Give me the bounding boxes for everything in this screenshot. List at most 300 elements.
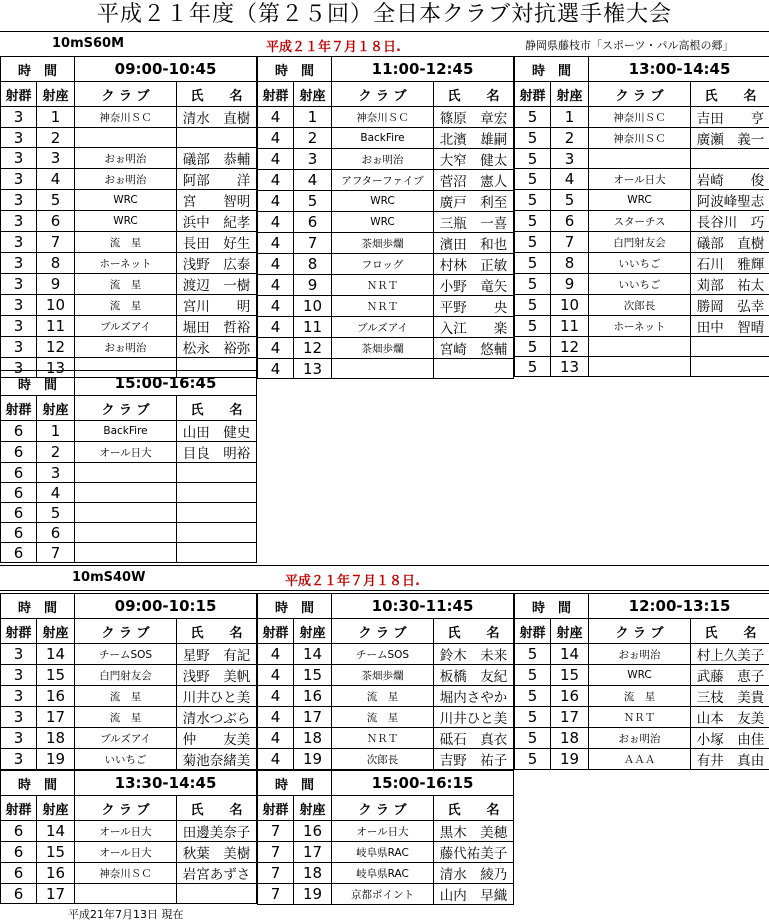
lane-cell: 5 <box>551 190 589 211</box>
table-row <box>1 190 257 211</box>
club-cell: WRC <box>589 190 691 211</box>
lane-cell: 14 <box>37 821 75 842</box>
group-cell: 6 <box>1 442 37 463</box>
name-cell: 大窄 健太 <box>434 149 514 170</box>
lane-cell: 12 <box>37 337 75 358</box>
lane-cell: 18 <box>294 863 332 884</box>
group-cell: 6 <box>1 842 37 863</box>
club-cell <box>75 884 177 904</box>
name-cell <box>434 359 514 379</box>
club-cell: 流 星 <box>589 686 691 707</box>
group-cell: 4 <box>258 149 294 170</box>
name-cell: 入江 楽 <box>434 317 514 338</box>
lane-cell: 1 <box>37 421 75 442</box>
session-time: 09:00-10:45 <box>75 57 257 82</box>
table-row <box>1 543 257 563</box>
table-row <box>258 107 514 128</box>
group-cell: 5 <box>515 686 551 707</box>
table-row <box>258 686 514 707</box>
session-table <box>514 593 769 770</box>
lane-cell: 18 <box>551 728 589 749</box>
lane-cell: 17 <box>37 884 75 904</box>
name-cell: 礒部 直樹 <box>691 232 769 253</box>
club-cell: 茶畑歩爛 <box>332 233 434 254</box>
time-label: 時 間 <box>1 771 75 796</box>
lane-cell: 15 <box>294 665 332 686</box>
table-row <box>515 274 769 295</box>
lane-cell: 6 <box>294 212 332 233</box>
name-cell: 村上久美子 <box>691 644 769 665</box>
table-row <box>1 821 257 842</box>
session-table <box>514 56 769 377</box>
club-cell: おぉ明治 <box>332 149 434 170</box>
name-cell: 堀田 哲裕 <box>177 316 257 337</box>
col-header-club: ク ラ ブ <box>589 619 691 644</box>
club-cell: おぉ明治 <box>589 728 691 749</box>
group-cell: 6 <box>1 821 37 842</box>
group-cell: 4 <box>258 338 294 359</box>
table-row <box>1 274 257 295</box>
name-cell: 田中 智晴 <box>691 316 769 337</box>
name-cell: 北濱 雄嗣 <box>434 128 514 149</box>
table-row <box>515 295 769 316</box>
col-header-group: 射群 <box>258 82 294 107</box>
name-cell: 浜中 紀孝 <box>177 211 257 232</box>
group-cell: 5 <box>515 337 551 357</box>
event-name: 10mS60M <box>52 36 124 51</box>
lane-cell: 13 <box>37 358 75 378</box>
name-cell: 松永 裕弥 <box>177 337 257 358</box>
club-cell: ホーネット <box>589 316 691 337</box>
club-cell <box>75 503 177 523</box>
club-cell: ブルズアイ <box>332 317 434 338</box>
name-cell: 勝岡 弘幸 <box>691 295 769 316</box>
event-date: 平成２１年７月１８日. <box>285 570 420 589</box>
name-cell: 清水 直樹 <box>177 107 257 128</box>
group-cell: 7 <box>258 821 294 842</box>
table-row <box>1 863 257 884</box>
table-row <box>1 211 257 232</box>
name-cell: 石川 雅輝 <box>691 253 769 274</box>
col-header-club: ク ラ ブ <box>75 396 177 421</box>
table-row <box>258 359 514 379</box>
col-header-club: ク ラ ブ <box>332 796 434 821</box>
lane-cell: 2 <box>37 442 75 463</box>
group-cell: 4 <box>258 254 294 275</box>
name-cell <box>691 149 769 169</box>
table-row <box>1 316 257 337</box>
table-row <box>515 749 769 770</box>
table-row <box>258 884 514 905</box>
col-header-lane: 射座 <box>37 82 75 107</box>
lane-cell: 8 <box>37 253 75 274</box>
session-table <box>257 770 514 905</box>
group-cell: 3 <box>1 686 37 707</box>
group-cell: 5 <box>515 707 551 728</box>
table-row <box>515 357 769 377</box>
lane-cell: 16 <box>294 686 332 707</box>
club-cell <box>589 149 691 169</box>
group-cell: 3 <box>1 707 37 728</box>
lane-cell: 1 <box>37 107 75 128</box>
club-cell: 岐阜県RAC <box>332 842 434 863</box>
lane-cell: 19 <box>551 749 589 770</box>
table-row <box>1 232 257 253</box>
name-cell: 菅沼 憲人 <box>434 170 514 191</box>
col-header-name: 氏 名 <box>177 82 257 107</box>
name-cell: 川井ひと美 <box>177 686 257 707</box>
name-cell: 鈴木 未来 <box>434 644 514 665</box>
lane-cell: 7 <box>37 232 75 253</box>
lane-cell: 19 <box>37 749 75 770</box>
name-cell: 星野 有記 <box>177 644 257 665</box>
table-row <box>1 644 257 665</box>
name-cell: 廣瀬 義一 <box>691 128 769 149</box>
group-cell: 3 <box>1 190 37 211</box>
table-row <box>515 686 769 707</box>
club-cell: 茶畑歩爛 <box>332 338 434 359</box>
table-row <box>258 149 514 170</box>
name-cell: 長田 好生 <box>177 232 257 253</box>
lane-cell: 19 <box>294 884 332 905</box>
lane-cell: 12 <box>551 337 589 357</box>
table-row <box>1 421 257 442</box>
lane-cell: 1 <box>294 107 332 128</box>
club-cell: オール日大 <box>75 442 177 463</box>
time-label: 時 間 <box>1 594 75 619</box>
club-cell: おぉ明治 <box>75 148 177 169</box>
table-row <box>1 728 257 749</box>
group-cell: 4 <box>258 275 294 296</box>
session-table <box>257 56 514 379</box>
club-cell: ブルズアイ <box>75 728 177 749</box>
col-header-lane: 射座 <box>294 82 332 107</box>
table-row <box>1 884 257 904</box>
lane-cell: 3 <box>294 149 332 170</box>
table-row <box>1 253 257 274</box>
lane-cell: 3 <box>551 149 589 169</box>
group-cell: 3 <box>1 728 37 749</box>
lane-cell: 10 <box>37 295 75 316</box>
group-cell: 5 <box>515 253 551 274</box>
table-row <box>1 148 257 169</box>
name-cell: 村林 正敏 <box>434 254 514 275</box>
name-cell: 阿部 洋 <box>177 169 257 190</box>
name-cell: 堀内さやか <box>434 686 514 707</box>
session-time: 09:00-10:15 <box>75 594 257 619</box>
lane-cell: 11 <box>37 316 75 337</box>
group-cell: 4 <box>258 707 294 728</box>
club-cell: 次郎長 <box>589 295 691 316</box>
col-header-lane: 射座 <box>551 619 589 644</box>
lane-cell: 3 <box>37 463 75 483</box>
lane-cell: 7 <box>551 232 589 253</box>
lane-cell: 15 <box>37 842 75 863</box>
club-cell: オール日大 <box>332 821 434 842</box>
lane-cell: 3 <box>37 148 75 169</box>
name-cell: 吉田 亨 <box>691 107 769 128</box>
col-header-name: 氏 名 <box>177 619 257 644</box>
table-row <box>258 275 514 296</box>
group-cell: 6 <box>1 523 37 543</box>
group-cell: 4 <box>258 749 294 770</box>
group-cell: 5 <box>515 149 551 169</box>
table-row <box>258 128 514 149</box>
club-cell: いいちご <box>589 253 691 274</box>
name-cell: 岩宮あずさ <box>177 863 257 884</box>
club-cell: ＮＲＴ <box>332 296 434 317</box>
name-cell: 岩崎 俊 <box>691 169 769 190</box>
col-header-name: 氏 名 <box>434 619 514 644</box>
name-cell: 藤代祐美子 <box>434 842 514 863</box>
col-header-group: 射群 <box>258 619 294 644</box>
time-label: 時 間 <box>515 594 589 619</box>
group-cell: 5 <box>515 128 551 149</box>
lane-cell: 5 <box>37 503 75 523</box>
table-row <box>515 190 769 211</box>
lane-cell: 16 <box>37 863 75 884</box>
table-row <box>1 665 257 686</box>
group-cell: 5 <box>515 295 551 316</box>
group-cell: 4 <box>258 212 294 233</box>
name-cell: 浅野 美帆 <box>177 665 257 686</box>
lane-cell: 6 <box>551 211 589 232</box>
name-cell: 苅部 祐太 <box>691 274 769 295</box>
club-cell <box>75 543 177 563</box>
table-row <box>515 644 769 665</box>
name-cell: 小塚 由佳 <box>691 728 769 749</box>
name-cell: 渡辺 一樹 <box>177 274 257 295</box>
group-cell: 5 <box>515 749 551 770</box>
session-time: 13:00-14:45 <box>589 57 769 82</box>
club-cell: 次郎長 <box>332 749 434 770</box>
table-row <box>515 149 769 169</box>
table-row <box>258 821 514 842</box>
group-cell: 3 <box>1 316 37 337</box>
club-cell: 流 星 <box>75 274 177 295</box>
col-header-name: 氏 名 <box>177 796 257 821</box>
lane-cell: 4 <box>37 483 75 503</box>
lane-cell: 17 <box>551 707 589 728</box>
name-cell <box>177 884 257 904</box>
table-row <box>1 842 257 863</box>
lane-cell: 5 <box>37 190 75 211</box>
event-name: 10mS40W <box>72 570 145 585</box>
lane-cell: 13 <box>294 359 332 379</box>
group-cell: 6 <box>1 463 37 483</box>
table-row <box>515 728 769 749</box>
group-cell: 4 <box>258 359 294 379</box>
club-cell <box>589 357 691 377</box>
club-cell: いいちご <box>75 749 177 770</box>
lane-cell: 2 <box>37 128 75 148</box>
name-cell: 武藤 恵子 <box>691 665 769 686</box>
name-cell <box>177 543 257 563</box>
table-row <box>1 107 257 128</box>
col-header-name: 氏 名 <box>691 619 769 644</box>
club-cell: チームSOS <box>75 644 177 665</box>
group-cell: 4 <box>258 686 294 707</box>
club-cell: WRC <box>332 212 434 233</box>
col-header-club: ク ラ ブ <box>332 82 434 107</box>
lane-cell: 15 <box>551 665 589 686</box>
session-time: 11:00-12:45 <box>332 57 514 82</box>
club-cell: 岐阜県RAC <box>332 863 434 884</box>
lane-cell: 15 <box>37 665 75 686</box>
table-row <box>258 233 514 254</box>
table-row <box>1 463 257 483</box>
name-cell: 秋葉 美樹 <box>177 842 257 863</box>
name-cell: 三枝 美貴 <box>691 686 769 707</box>
col-header-lane: 射座 <box>37 796 75 821</box>
lane-cell: 9 <box>551 274 589 295</box>
table-row <box>1 686 257 707</box>
col-header-lane: 射座 <box>294 796 332 821</box>
col-header-club: ク ラ ブ <box>75 619 177 644</box>
table-row <box>515 707 769 728</box>
group-cell: 3 <box>1 295 37 316</box>
lane-cell: 4 <box>551 169 589 190</box>
group-cell: 7 <box>258 842 294 863</box>
club-cell: 流 星 <box>75 232 177 253</box>
name-cell: 平野 央 <box>434 296 514 317</box>
club-cell: 神奈川ＳＣ <box>589 107 691 128</box>
lane-cell: 8 <box>551 253 589 274</box>
name-cell <box>177 483 257 503</box>
name-cell <box>177 503 257 523</box>
table-row <box>515 232 769 253</box>
session-table <box>0 56 257 378</box>
lane-cell: 14 <box>551 644 589 665</box>
name-cell <box>177 463 257 483</box>
lane-cell: 9 <box>37 274 75 295</box>
lane-cell: 14 <box>294 644 332 665</box>
table-row <box>1 295 257 316</box>
col-header-group: 射群 <box>515 619 551 644</box>
lane-cell: 1 <box>551 107 589 128</box>
club-cell: ブルズアイ <box>75 316 177 337</box>
col-header-group: 射群 <box>1 396 37 421</box>
name-cell: 小野 竜矢 <box>434 275 514 296</box>
name-cell <box>691 357 769 377</box>
name-cell <box>177 523 257 543</box>
table-row <box>258 191 514 212</box>
name-cell: 山田 健史 <box>177 421 257 442</box>
name-cell: 篠原 章宏 <box>434 107 514 128</box>
session-time: 10:30-11:45 <box>332 594 514 619</box>
lane-cell: 10 <box>551 295 589 316</box>
name-cell: 阿波峰聖志 <box>691 190 769 211</box>
group-cell: 6 <box>1 863 37 884</box>
col-header-lane: 射座 <box>294 619 332 644</box>
club-cell: チームSOS <box>332 644 434 665</box>
table-row <box>1 169 257 190</box>
table-row <box>515 169 769 190</box>
table-row <box>258 749 514 770</box>
name-cell: 仲 友美 <box>177 728 257 749</box>
group-cell: 4 <box>258 191 294 212</box>
lane-cell: 2 <box>294 128 332 149</box>
table-row <box>1 707 257 728</box>
group-cell: 5 <box>515 107 551 128</box>
lane-cell: 8 <box>294 254 332 275</box>
footer-date: 平成21年7月13日 現在 <box>68 906 184 922</box>
session-table <box>0 593 257 770</box>
name-cell: 吉野 祐子 <box>434 749 514 770</box>
table-row <box>258 170 514 191</box>
table-row <box>515 665 769 686</box>
lane-cell: 2 <box>551 128 589 149</box>
table-row <box>258 728 514 749</box>
table-row <box>515 128 769 149</box>
group-cell: 3 <box>1 211 37 232</box>
lane-cell: 16 <box>37 686 75 707</box>
col-header-club: ク ラ ブ <box>75 796 177 821</box>
col-header-club: ク ラ ブ <box>589 82 691 107</box>
club-cell: WRC <box>75 211 177 232</box>
group-cell: 3 <box>1 274 37 295</box>
group-cell: 4 <box>258 233 294 254</box>
name-cell: 山内 早織 <box>434 884 514 905</box>
lane-cell: 9 <box>294 275 332 296</box>
lane-cell: 18 <box>37 728 75 749</box>
club-cell: 神奈川ＳＣ <box>75 863 177 884</box>
table-row <box>1 128 257 148</box>
group-cell: 4 <box>258 170 294 191</box>
col-header-club: ク ラ ブ <box>75 82 177 107</box>
club-cell: 流 星 <box>75 295 177 316</box>
event-header-men <box>0 31 769 57</box>
table-row <box>515 337 769 357</box>
lane-cell: 6 <box>37 211 75 232</box>
club-cell: ＮＲＴ <box>589 707 691 728</box>
name-cell: 礒部 恭輔 <box>177 148 257 169</box>
name-cell: 田邊美奈子 <box>177 821 257 842</box>
lane-cell: 5 <box>294 191 332 212</box>
col-header-name: 氏 名 <box>691 82 769 107</box>
table-row <box>258 707 514 728</box>
lane-cell: 17 <box>294 707 332 728</box>
group-cell: 3 <box>1 148 37 169</box>
lane-cell: 7 <box>294 233 332 254</box>
lane-cell: 16 <box>294 821 332 842</box>
group-cell: 5 <box>515 728 551 749</box>
table-row <box>1 337 257 358</box>
name-cell <box>177 128 257 148</box>
name-cell: 目良 明裕 <box>177 442 257 463</box>
club-cell: 流 星 <box>332 686 434 707</box>
club-cell: いいちご <box>589 274 691 295</box>
lane-cell: 14 <box>37 644 75 665</box>
col-header-lane: 射座 <box>37 619 75 644</box>
time-label: 時 間 <box>1 371 75 396</box>
club-cell: おぉ明治 <box>589 644 691 665</box>
name-cell: 長谷川 巧 <box>691 211 769 232</box>
club-cell: 神奈川ＳＣ <box>332 107 434 128</box>
group-cell: 5 <box>515 190 551 211</box>
table-row <box>258 338 514 359</box>
time-label: 時 間 <box>1 57 75 82</box>
club-cell: ＡＡＡ <box>589 749 691 770</box>
lane-cell: 16 <box>551 686 589 707</box>
group-cell: 6 <box>1 483 37 503</box>
lane-cell: 10 <box>294 296 332 317</box>
lane-cell: 11 <box>294 317 332 338</box>
lane-cell: 13 <box>551 357 589 377</box>
name-cell: 山本 友美 <box>691 707 769 728</box>
lane-cell: 4 <box>37 169 75 190</box>
table-row <box>1 749 257 770</box>
